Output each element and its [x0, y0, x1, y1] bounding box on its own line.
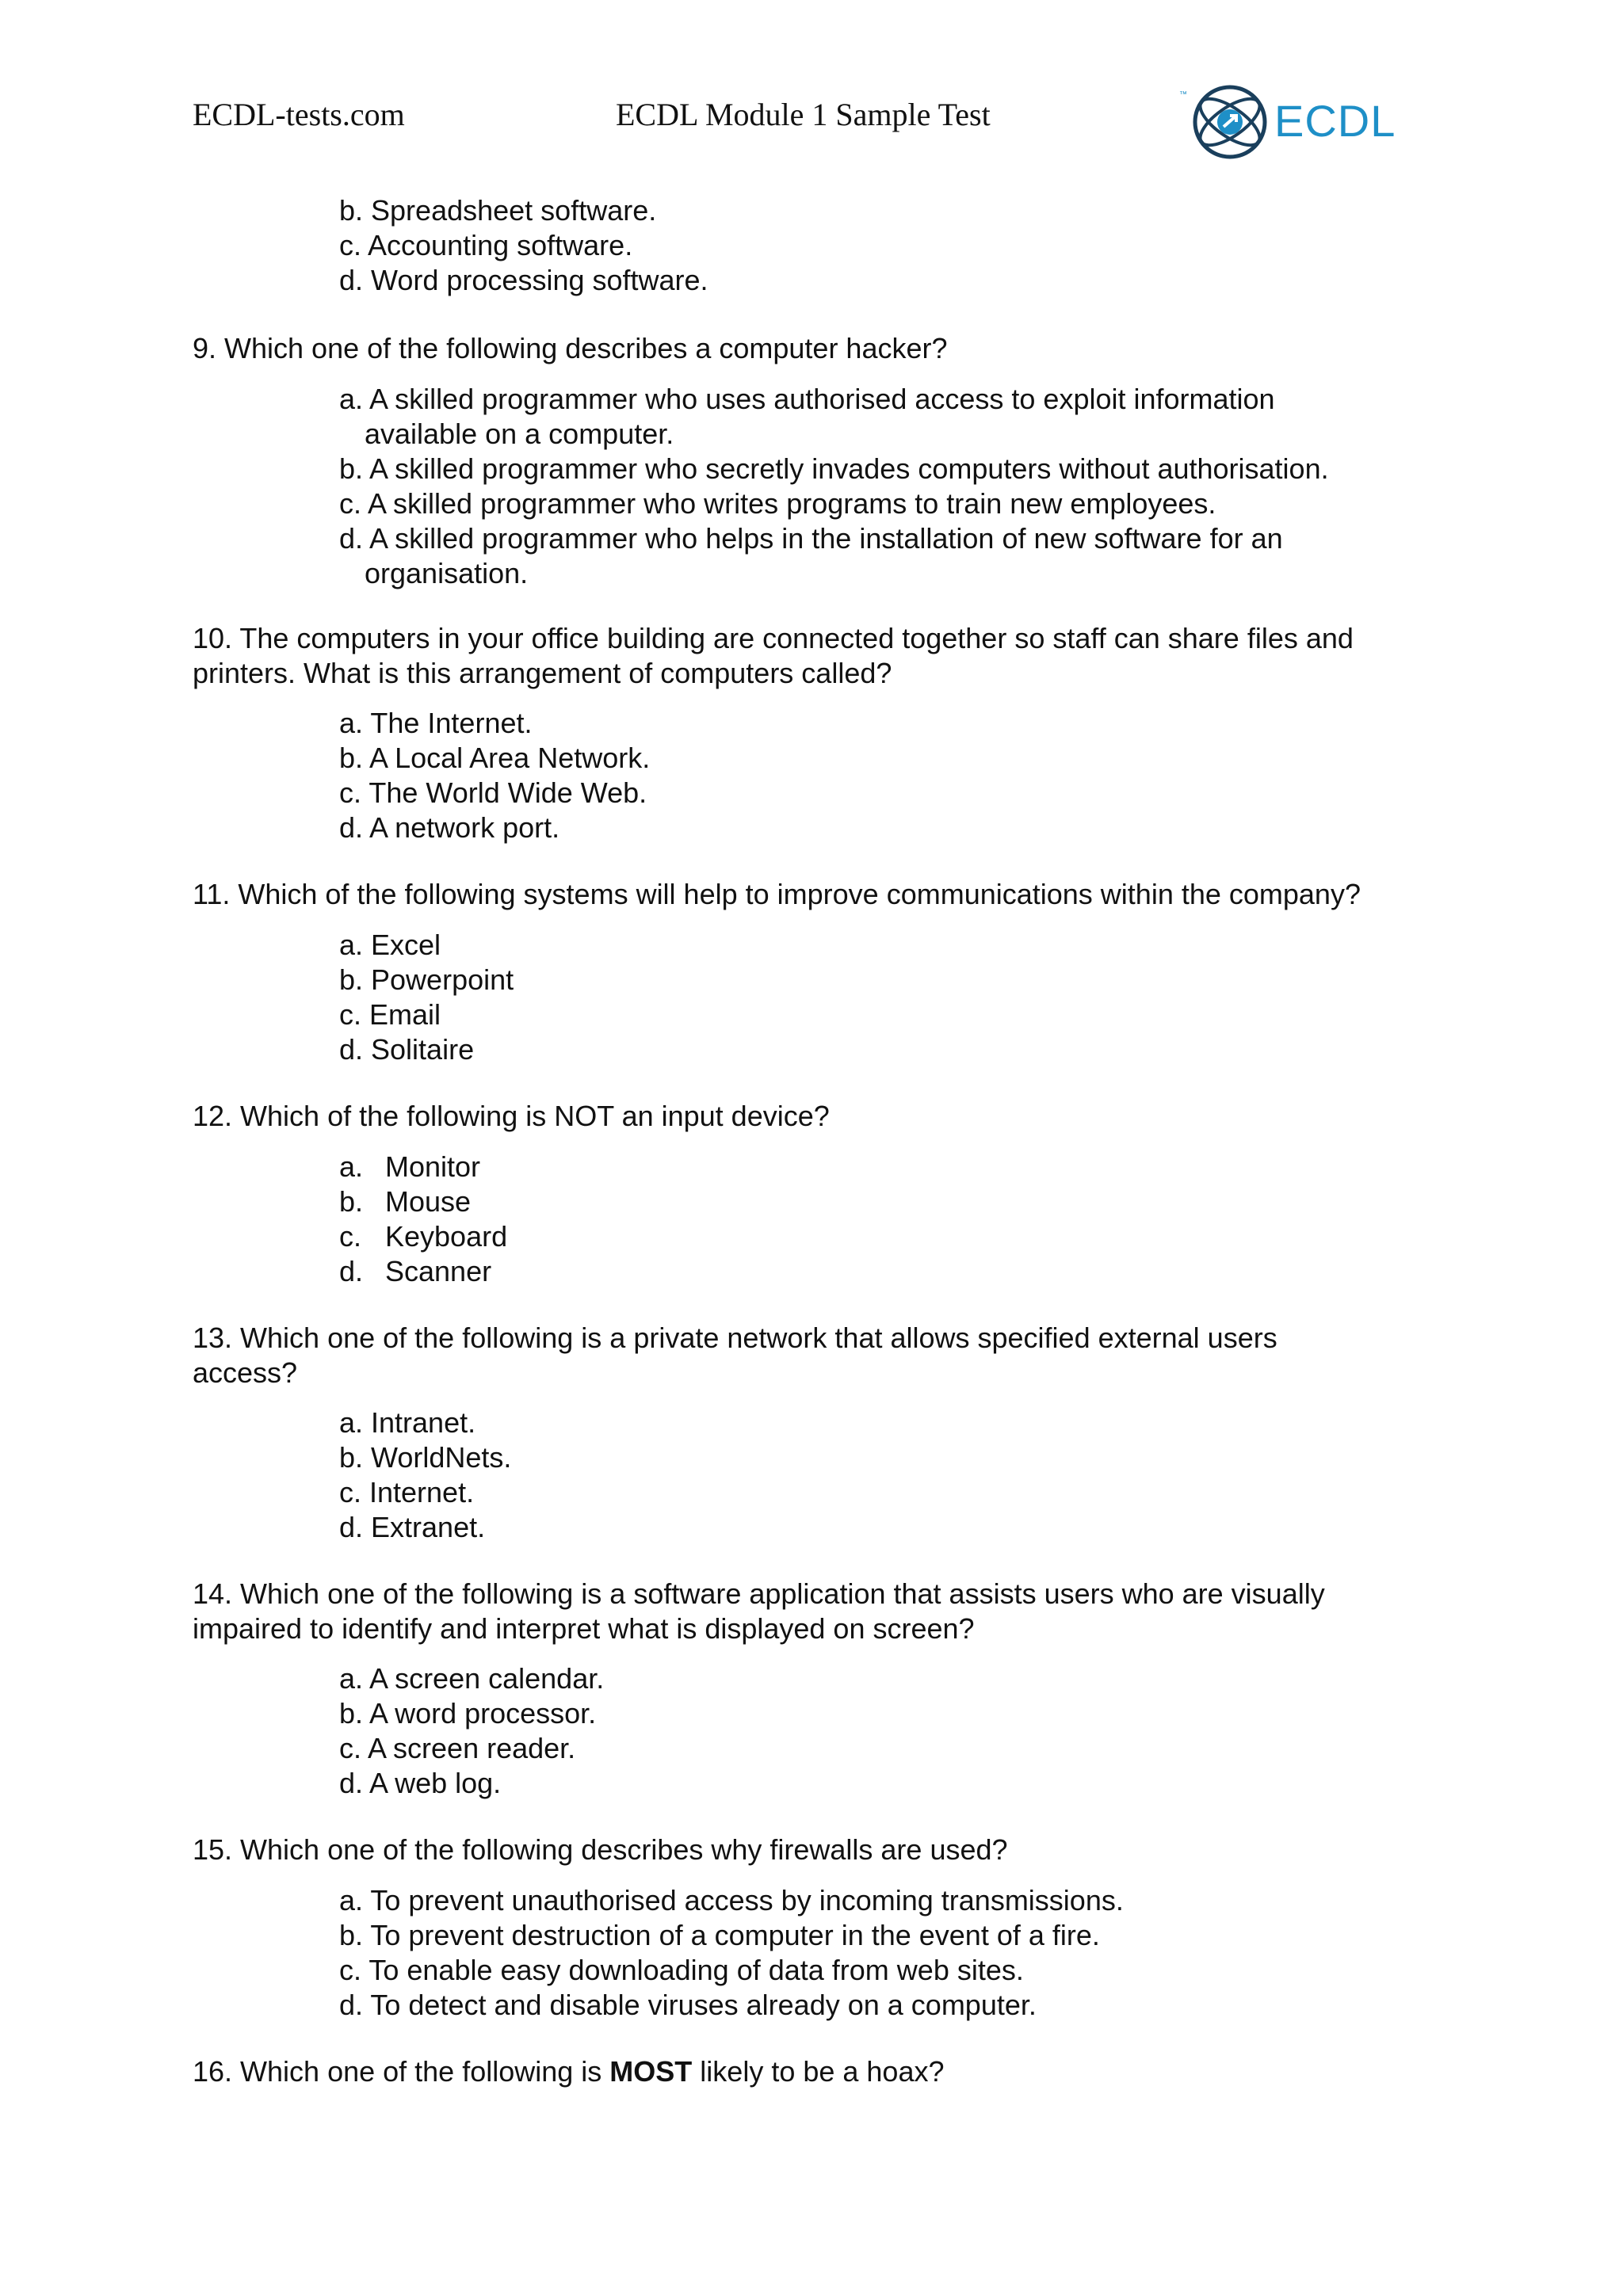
- option-d: d. Solitaire: [339, 1033, 475, 1066]
- option-d: d. Word processing software.: [339, 264, 708, 296]
- option-c: c. Accounting software.: [339, 229, 633, 261]
- option-letter: d.: [339, 1255, 364, 1287]
- option-label: Mouse: [385, 1185, 472, 1218]
- question-12: 12. Which of the following is NOT an input device?: [193, 1100, 830, 1132]
- option-b: b. A skilled programmer who secretly invades computers without authorisation.: [339, 452, 1329, 485]
- logo-text: ECDL: [1274, 96, 1396, 146]
- option-label: Keyboard: [385, 1220, 508, 1253]
- option-label: Monitor: [385, 1150, 481, 1183]
- option-a: a. To prevent unauthorised access by incoming transmissions.: [339, 1884, 1124, 1917]
- page-header: [0, 0, 1623, 182]
- question-text-line-1: 10. The computers in your office building are connected together so staff can share files and: [193, 622, 1354, 654]
- option-c: c. The World Wide Web.: [339, 776, 647, 809]
- option-letter: a.: [339, 1150, 364, 1183]
- option-b: [339, 1184, 1417, 1219]
- option-a: [339, 1150, 1417, 1184]
- option-text-continued: organisation.: [365, 557, 529, 589]
- option-b: b. A Local Area Network.: [339, 742, 651, 774]
- question-text-line-2: printers. What is this arrangement of computers called?: [193, 657, 892, 689]
- question-13: [193, 1321, 1445, 1390]
- option-a: a. A screen calendar.: [339, 1662, 605, 1695]
- question-text-line-2: impaired to identify and interpret what is displayed on screen?: [193, 1612, 975, 1645]
- emphasis-text: MOST: [609, 2055, 693, 2088]
- option-text: a. A skilled programmer who uses authorised access to exploit information: [339, 383, 1275, 415]
- question-15: 15. Which one of the following describes why firewalls are used?: [193, 1833, 1008, 1866]
- option-b: b. Spreadsheet software.: [339, 194, 657, 227]
- option-d: d. A web log.: [339, 1767, 502, 1799]
- question-11: 11. Which of the following systems will help to improve communications within the company?: [193, 878, 1361, 910]
- question-12-options: [339, 1150, 1417, 1289]
- option-c: c. A screen reader.: [339, 1732, 576, 1764]
- ecdl-globe-icon: [1190, 82, 1270, 162]
- option-d: d. To detect and disable viruses already on a computer.: [339, 1989, 1037, 2021]
- option-b: b. WorldNets.: [339, 1441, 512, 1474]
- option-b: b. A word processor.: [339, 1697, 597, 1730]
- option-text: d. A skilled programmer who helps in the installation of new software for an: [339, 522, 1283, 555]
- option-a: [339, 382, 1417, 452]
- option-c: c. A skilled programmer who writes programs to train new employees.: [339, 487, 1216, 520]
- question-9-options: [339, 382, 1417, 591]
- question-16: [193, 2054, 1445, 2089]
- question-text: 16. Which one of the following is: [193, 2055, 610, 2088]
- question-text-line-2: access?: [193, 1356, 298, 1389]
- question-10-options: [339, 706, 1417, 845]
- option-a: a. Excel: [339, 929, 441, 961]
- ecdl-logo: [1179, 78, 1401, 165]
- question-15-options: [339, 1883, 1417, 2023]
- site-name: ECDL-tests.com: [193, 97, 405, 132]
- option-letter: c.: [339, 1220, 362, 1253]
- document-title: ECDL Module 1 Sample Test: [616, 97, 991, 132]
- question-text-end: likely to be a hoax?: [692, 2055, 945, 2088]
- option-a: a. The Internet.: [339, 707, 533, 739]
- trademark-symbol: ™: [1179, 90, 1187, 99]
- option-c: c. Email: [339, 998, 441, 1031]
- option-d: [339, 521, 1417, 591]
- option-d: d. A network port.: [339, 811, 560, 844]
- option-letter: b.: [339, 1185, 364, 1218]
- option-a: a. Intranet.: [339, 1406, 476, 1439]
- question-14: [193, 1577, 1445, 1646]
- question-11-options: [339, 928, 1417, 1067]
- previous-question-options: [339, 193, 1417, 298]
- option-b: b. Powerpoint: [339, 963, 514, 996]
- option-label: Scanner: [385, 1255, 492, 1287]
- option-text-continued: available on a computer.: [365, 418, 674, 450]
- option-b: b. To prevent destruction of a computer in the event of a fire.: [339, 1919, 1100, 1951]
- question-10: [193, 621, 1445, 691]
- option-c: c. Internet.: [339, 1476, 475, 1508]
- question-9: 9. Which one of the following describes a computer hacker?: [193, 332, 948, 364]
- question-14-options: [339, 1661, 1417, 1801]
- option-d: d. Extranet.: [339, 1511, 486, 1543]
- option-d: [339, 1254, 1417, 1289]
- question-13-options: [339, 1405, 1417, 1545]
- option-c: [339, 1219, 1417, 1254]
- question-text-line-1: 13. Which one of the following is a private network that allows specified external users: [193, 1322, 1277, 1354]
- question-text-line-1: 14. Which one of the following is a software application that assists users who are visually: [193, 1577, 1325, 1610]
- option-c: c. To enable easy downloading of data from web sites.: [339, 1954, 1024, 1986]
